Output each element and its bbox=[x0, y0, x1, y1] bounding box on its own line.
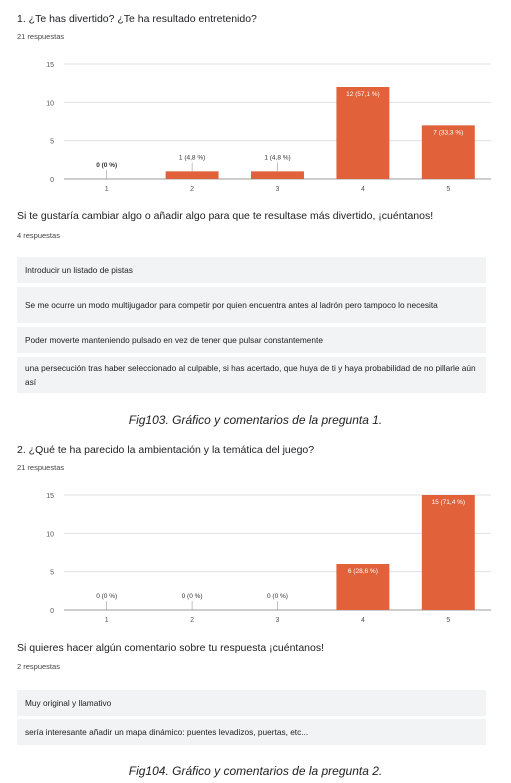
question-1-response-count: 21 respuestas bbox=[17, 32, 65, 41]
x-tick-label: 2 bbox=[190, 617, 195, 624]
x-tick-label: 5 bbox=[446, 617, 451, 624]
comment-item: Poder moverte manteniendo pulsado en vez de tener que pulsar constantemente bbox=[17, 327, 486, 353]
data-label: 12 (57,1 %) bbox=[346, 91, 380, 98]
y-tick-label: 5 bbox=[50, 569, 54, 577]
comment-item: Introducir un listado de pistas bbox=[17, 257, 486, 283]
data-label: 6 (28,6 %) bbox=[347, 568, 378, 575]
data-label: 0 (0 %) bbox=[96, 593, 118, 600]
x-tick-label: 3 bbox=[275, 186, 280, 193]
comment-item: sería interesante añadir un mapa dinámico: puentes levadizos, puertas, etc... bbox=[17, 719, 486, 745]
data-label: 0 (0 %) bbox=[96, 162, 118, 169]
data-label: 1 (4,8 %) bbox=[264, 154, 291, 162]
figure-caption-103: Fig103. Gráfico y comentarios de la pregunta 1. bbox=[128, 413, 383, 427]
question-2-bar-chart bbox=[0, 486, 511, 626]
data-label: 1 (4,8 %) bbox=[178, 154, 206, 162]
y-tick-label: 5 bbox=[50, 138, 54, 146]
y-tick-label: 10 bbox=[46, 531, 54, 539]
question-1-bar-chart bbox=[0, 55, 511, 195]
y-tick-label: 0 bbox=[50, 177, 54, 184]
bar bbox=[422, 495, 475, 610]
bar bbox=[251, 171, 304, 179]
y-tick-label: 10 bbox=[46, 100, 54, 108]
comment-item: Muy original y llamativo bbox=[17, 690, 486, 716]
bar bbox=[336, 87, 389, 179]
y-tick-label: 0 bbox=[50, 608, 54, 615]
x-tick-label: 2 bbox=[190, 186, 195, 193]
question-2-response-count: 21 respuestas bbox=[17, 463, 65, 472]
comment-item: Se me ocurre un modo multijugador para competir por quien encuentra antes al ladrón pero tampoco lo necesita bbox=[17, 287, 486, 323]
question-2-comment-count: 2 respuestas bbox=[17, 662, 60, 671]
x-tick-label: 1 bbox=[104, 186, 109, 193]
x-tick-label: 4 bbox=[360, 186, 365, 193]
x-tick-label: 4 bbox=[360, 617, 365, 624]
figure-caption-104: Fig104. Gráfico y comentarios de la pregunta 2. bbox=[128, 764, 383, 778]
data-label: 0 (0 %) bbox=[181, 593, 203, 600]
data-label: 7 (33,3 %) bbox=[433, 129, 464, 137]
question-1-comment-count: 4 respuestas bbox=[17, 231, 60, 240]
question-2-comment-prompt: Si quieres hacer algún comentario sobre tu respuesta ¡cuéntanos! bbox=[17, 642, 325, 654]
question-1-title: 1. ¿Te has divertido? ¿Te ha resultado entretenido? bbox=[17, 13, 257, 25]
question-2-title: 2. ¿Qué te ha parecido la ambientación y la temática del juego? bbox=[17, 444, 315, 456]
data-label: 0 (0 %) bbox=[267, 593, 288, 600]
comment-item: una persecución tras haber seleccionado al culpable, si has acertado, que huya de ti y haya probabilidad de no pillarle aún así bbox=[17, 357, 486, 393]
x-tick-label: 5 bbox=[446, 186, 451, 193]
y-tick-label: 15 bbox=[46, 62, 54, 69]
question-1-comment-prompt: Si te gustaría cambiar algo o añadir algo para que te resultase más divertido, ¡cuéntanos! bbox=[17, 210, 434, 222]
x-tick-label: 1 bbox=[104, 617, 109, 624]
data-label: 15 (71,4 %) bbox=[431, 499, 466, 506]
y-tick-label: 15 bbox=[46, 493, 54, 500]
bar bbox=[166, 171, 219, 179]
x-tick-label: 3 bbox=[275, 617, 280, 624]
